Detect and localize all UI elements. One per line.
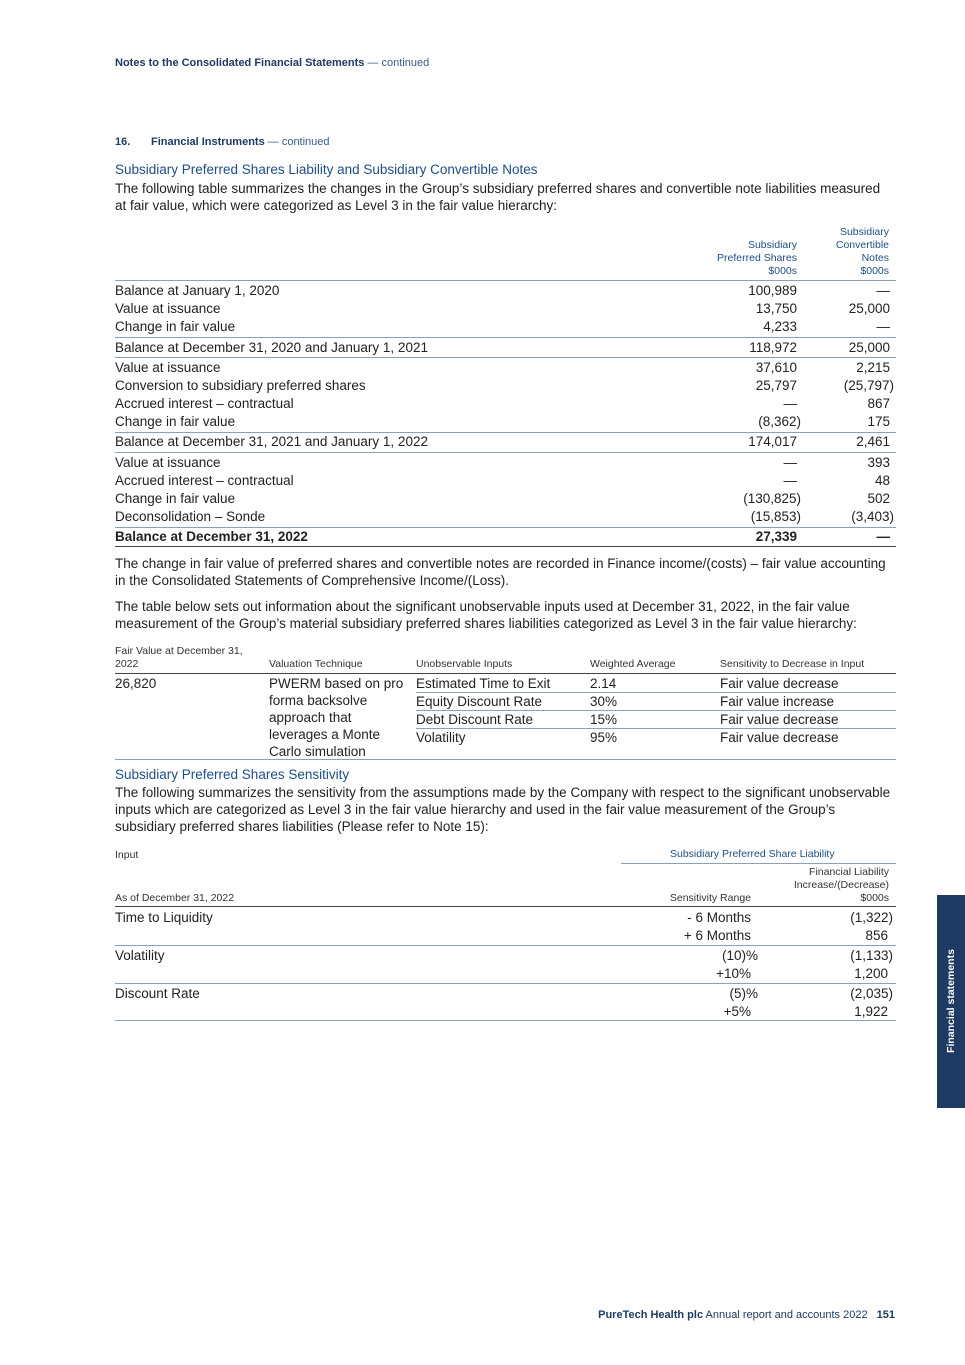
row-value-preferred: —	[783, 473, 797, 488]
row-label: Value at issuance	[115, 455, 221, 470]
row-value-notes: 175	[867, 414, 890, 429]
inputs-header-sensitivity: Sensitivity to Decrease in Input	[720, 658, 865, 670]
col-header-notes-line: $000s	[860, 265, 889, 277]
row-value-preferred: 37,610	[755, 360, 797, 375]
row-value-notes: 867	[867, 396, 890, 411]
input-name: Estimated Time to Exit	[416, 676, 551, 691]
input-average: 15%	[590, 712, 618, 727]
sens-header-liability	[794, 866, 889, 905]
intro2-paragraph: The table below sets out information about the significant unobservable inputs used at December 31, 2022, in the fair value measurement of the Group’s material subsidiary preferred shares liabilities categorized as Level 3 in the fair value hierarchy:	[115, 599, 857, 631]
row-label: Value at issuance	[115, 301, 221, 316]
sens-value: 1,922	[854, 1004, 888, 1019]
row-value-notes: (3,403)	[851, 509, 894, 524]
row-label: Balance at December 31, 2022	[115, 529, 308, 544]
row-label: Balance at December 31, 2020 and January 1, 2021	[115, 340, 428, 355]
table-row	[115, 318, 896, 336]
table-rule	[115, 357, 896, 358]
row-value-preferred: 13,750	[755, 301, 797, 316]
subheading-sensitivity: Subsidiary Preferred Shares Sensitivity	[115, 767, 350, 782]
table-row	[115, 377, 896, 395]
sens-input: Volatility	[115, 948, 165, 963]
sens-header-liability-line: Financial Liability	[809, 866, 889, 878]
table-rule	[115, 983, 896, 984]
inputs-header-inputs: Unobservable Inputs	[416, 658, 513, 670]
table-rule	[115, 280, 896, 281]
intro-paragraph: The following table summarizes the changes in the Group’s subsidiary preferred shares and convertible note liabilities measured at fair value, which were categorized as Level 3 in the fair value hierarchy:	[115, 181, 881, 213]
sens-range: - 6 Months	[687, 910, 751, 925]
section-number: 16.	[115, 136, 131, 148]
table-row-total	[115, 528, 896, 546]
input-name: Debt Discount Rate	[416, 712, 534, 727]
col-header-notes	[836, 226, 889, 278]
sensitivity-intro: The following summarizes the sensitivity from the assumptions made by the Company with respect to the significant unobservable inputs which are categorized as Level 3 in the fair value hierarchy and used in the fair value measurement of the Group’s subsidiary preferred shares liabilities (Please refer to Note 15):	[115, 785, 891, 834]
table-rule	[115, 452, 896, 453]
table-rule	[621, 863, 896, 864]
col-header-notes-line: Notes	[861, 252, 889, 264]
section-side-tab[interactable]	[937, 895, 965, 1108]
row-value-notes: 393	[867, 455, 890, 470]
row-value-notes: —	[876, 529, 890, 544]
table-row	[115, 508, 896, 526]
table-rule	[115, 945, 896, 946]
row-label: Change in fair value	[115, 319, 236, 334]
sens-input: Time to Liquidity	[115, 910, 213, 925]
row-value-preferred: 4,233	[763, 319, 797, 334]
table-row	[115, 300, 896, 318]
note-paragraph: The change in fair value of preferred shares and convertible notes are recorded in Finance income/(costs) – fair value accounting in the Consolidated Statements of Comprehensive Income/(Loss).	[115, 556, 886, 588]
row-label: Accrued interest – contractual	[115, 473, 294, 488]
table-row	[115, 413, 896, 431]
table-rule	[115, 759, 896, 760]
sens-range: +5%	[723, 1004, 751, 1019]
sens-value: (1,322)	[850, 910, 893, 925]
input-average: 2.14	[590, 676, 617, 691]
table-row	[115, 433, 896, 451]
side-tab-label: Financial statements	[945, 949, 957, 1053]
fair-value-amount: 26,820	[115, 676, 157, 691]
section-title: Financial Instruments	[151, 136, 265, 148]
row-label: Balance at December 31, 2021 and January 1, 2022	[115, 434, 428, 449]
row-value-preferred: (8,362)	[758, 414, 801, 429]
col-header-notes-line: Subsidiary	[839, 226, 889, 238]
table-rule	[115, 906, 896, 907]
row-value-preferred: 100,989	[748, 283, 797, 298]
col-header-preferred	[717, 239, 797, 278]
table-row	[115, 282, 896, 300]
row-label: Change in fair value	[115, 414, 236, 429]
table-row	[115, 454, 896, 472]
footer-text: Annual report and accounts 2022	[705, 1309, 868, 1321]
sens-input: Discount Rate	[115, 986, 200, 1001]
row-value-preferred: 25,797	[755, 378, 797, 393]
input-name: Volatility	[416, 730, 466, 745]
row-value-notes: 25,000	[848, 340, 890, 355]
sens-range: + 6 Months	[683, 928, 751, 943]
row-value-preferred: —	[783, 455, 797, 470]
input-sensitivity: Fair value increase	[720, 694, 835, 709]
row-label: Value at issuance	[115, 360, 221, 375]
table-row	[115, 472, 896, 490]
row-value-preferred: (15,853)	[750, 509, 801, 524]
table-rule	[115, 673, 896, 674]
table-row	[115, 395, 896, 413]
row-label: Deconsolidation – Sonde	[115, 509, 266, 524]
sens-value: 1,200	[854, 966, 888, 981]
input-name: Equity Discount Rate	[416, 694, 543, 709]
page-footer	[598, 1309, 895, 1321]
row-value-notes: 2,215	[856, 360, 890, 375]
section-heading	[115, 136, 330, 148]
inputs-header-technique: Valuation Technique	[269, 658, 363, 670]
table-row	[115, 339, 896, 357]
row-label: Conversion to subsidiary preferred shares	[115, 378, 366, 393]
row-value-preferred: 174,017	[748, 434, 797, 449]
sens-header-liability-line: Increase/(Decrease)	[793, 879, 889, 891]
footer-brand: PureTech Health plc	[598, 1309, 704, 1321]
table-row	[115, 490, 896, 508]
col-header-preferred-line: Preferred Shares	[717, 252, 797, 264]
page-number: 151	[876, 1309, 895, 1321]
row-value-notes: 2,461	[856, 434, 890, 449]
row-value-preferred: 27,339	[755, 529, 797, 544]
input-sensitivity: Fair value decrease	[720, 676, 839, 691]
table-rule	[115, 1020, 896, 1021]
row-label: Accrued interest – contractual	[115, 396, 294, 411]
input-sensitivity: Fair value decrease	[720, 712, 839, 727]
valuation-technique: PWERM based on pro forma backsolve approach that leverages a Monte Carlo simulation	[269, 676, 404, 759]
row-value-notes: 48	[874, 473, 890, 488]
running-header-title: Notes to the Consolidated Financial Statements	[115, 57, 365, 69]
inputs-header-average: Weighted Average	[590, 658, 676, 670]
input-sensitivity: Fair value decrease	[720, 730, 839, 745]
row-value-notes: 502	[867, 491, 890, 506]
input-average: 30%	[590, 694, 618, 709]
sens-range: (10)%	[721, 948, 758, 963]
sens-range: +10%	[716, 966, 751, 981]
row-value-notes: —	[876, 319, 890, 334]
sens-header-group: Subsidiary Preferred Share Liability	[670, 848, 835, 860]
sens-header-input: Input	[115, 849, 139, 861]
row-label: Change in fair value	[115, 491, 236, 506]
col-header-preferred-line: Subsidiary	[747, 239, 797, 251]
row-value-preferred: (130,825)	[743, 491, 801, 506]
col-header-preferred-line: $000s	[768, 265, 797, 277]
inputs-header-fair-value: Fair Value at December 31, 2022	[115, 645, 243, 670]
row-label: Balance at January 1, 2020	[115, 283, 280, 298]
table-row	[115, 359, 896, 377]
row-value-preferred: 118,972	[749, 340, 797, 355]
table-rule-total	[115, 546, 896, 547]
input-average: 95%	[590, 730, 618, 745]
table-rule	[115, 337, 896, 338]
section-continued: — continued	[267, 136, 330, 148]
row-value-notes: 25,000	[848, 301, 890, 316]
row-value-preferred: —	[783, 396, 797, 411]
sens-value: 856	[865, 928, 888, 943]
running-header	[115, 57, 429, 69]
row-value-notes: —	[876, 283, 890, 298]
sens-header-range: Sensitivity Range	[669, 892, 751, 904]
running-header-continued: — continued	[367, 57, 430, 69]
col-header-notes-line: Convertible	[835, 239, 889, 251]
row-value-notes: (25,797)	[843, 378, 894, 393]
sens-range: (5)%	[729, 986, 758, 1001]
sens-value: (2,035)	[850, 986, 893, 1001]
sens-header-liability-line: $000s	[860, 892, 889, 904]
sens-header-as-of: As of December 31, 2022	[115, 892, 235, 904]
sens-value: (1,133)	[850, 948, 893, 963]
subheading-liability: Subsidiary Preferred Shares Liability and Subsidiary Convertible Notes	[115, 162, 538, 177]
